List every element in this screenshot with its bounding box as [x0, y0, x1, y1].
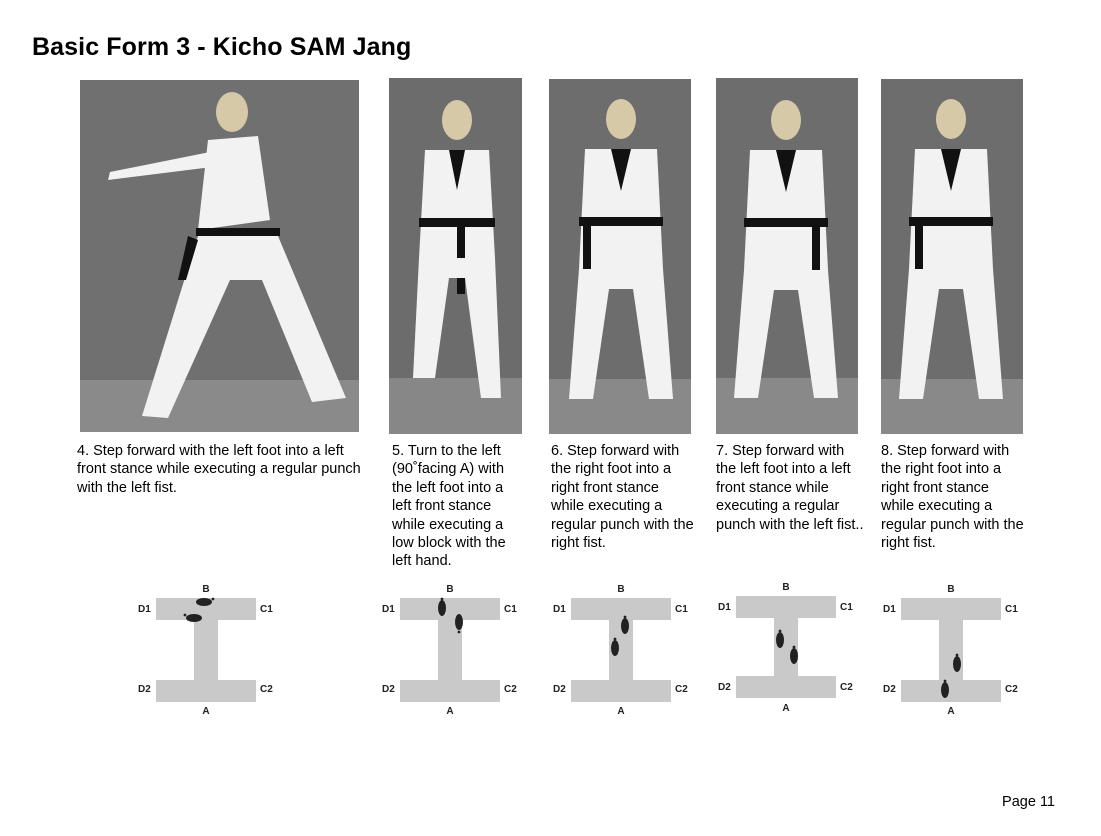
- step-4-photo: [80, 80, 359, 432]
- diagram-label-c1: C1: [1005, 604, 1018, 615]
- diagram-label-c1: C1: [675, 604, 688, 615]
- step-4-caption: 4. Step forward with the left foot into a left front stance while executing a regular punch with the left fist.: [77, 443, 361, 496]
- step-5-caption: 5. Turn to the left (90˚facing A) with the left foot into a left front stance while executing a low block with the left hand.: [392, 443, 506, 570]
- step-4-diagram: [136, 582, 276, 722]
- page-title: Basic Form 3 - Kicho SAM Jang: [32, 33, 412, 61]
- diagram-label-a: A: [446, 706, 454, 717]
- diagram-label-d2: D2: [138, 684, 151, 695]
- diagram-label-b: B: [947, 584, 955, 595]
- diagram-label-d2: D2: [718, 682, 731, 693]
- step-7-caption: 7. Step forward with the left foot into a left front stance while executing a regular punch with the left fist..: [716, 443, 864, 533]
- diagram-label-b: B: [617, 584, 625, 595]
- diagram-label-c2: C2: [260, 684, 273, 695]
- diagram-label-c1: C1: [840, 602, 853, 613]
- diagram-label-c2: C2: [1005, 684, 1018, 695]
- step-5-photo: [389, 78, 522, 434]
- diagram-label-c1: C1: [260, 604, 273, 615]
- step-8-diagram: [881, 582, 1021, 722]
- diagram-label-d1: D1: [138, 604, 151, 615]
- diagram-label-c2: C2: [504, 684, 517, 695]
- page-number: Page 11: [1002, 794, 1055, 810]
- step-8-caption: 8. Step forward with the right foot into a right front stance while executing a regular punch with the right fist.: [881, 443, 1024, 552]
- step-5-diagram: [380, 582, 520, 722]
- diagram-label-d2: D2: [382, 684, 395, 695]
- diagram-label-c2: C2: [675, 684, 688, 695]
- diagram-label-c1: C1: [504, 604, 517, 615]
- diagram-label-b: B: [446, 584, 454, 595]
- diagram-label-d2: D2: [883, 684, 896, 695]
- diagram-label-d2: D2: [553, 684, 566, 695]
- diagram-label-b: B: [782, 582, 790, 593]
- diagram-label-a: A: [202, 706, 210, 717]
- diagram-label-d1: D1: [883, 604, 896, 615]
- diagram-label-a: A: [782, 703, 790, 714]
- step-7-photo: [716, 78, 858, 434]
- step-8-photo: [881, 79, 1023, 434]
- diagram-label-d1: D1: [553, 604, 566, 615]
- diagram-label-a: A: [617, 706, 625, 717]
- step-6-caption: 6. Step forward with the right foot into a right front stance while executing a regular punch with the right fist.: [551, 443, 694, 552]
- step-6-photo: [549, 79, 691, 434]
- diagram-label-c2: C2: [840, 682, 853, 693]
- step-6-diagram: [551, 582, 691, 722]
- diagram-label-a: A: [947, 706, 955, 717]
- diagram-label-d1: D1: [382, 604, 395, 615]
- step-7-diagram: [716, 578, 856, 718]
- diagram-label-b: B: [202, 584, 210, 595]
- diagram-label-d1: D1: [718, 602, 731, 613]
